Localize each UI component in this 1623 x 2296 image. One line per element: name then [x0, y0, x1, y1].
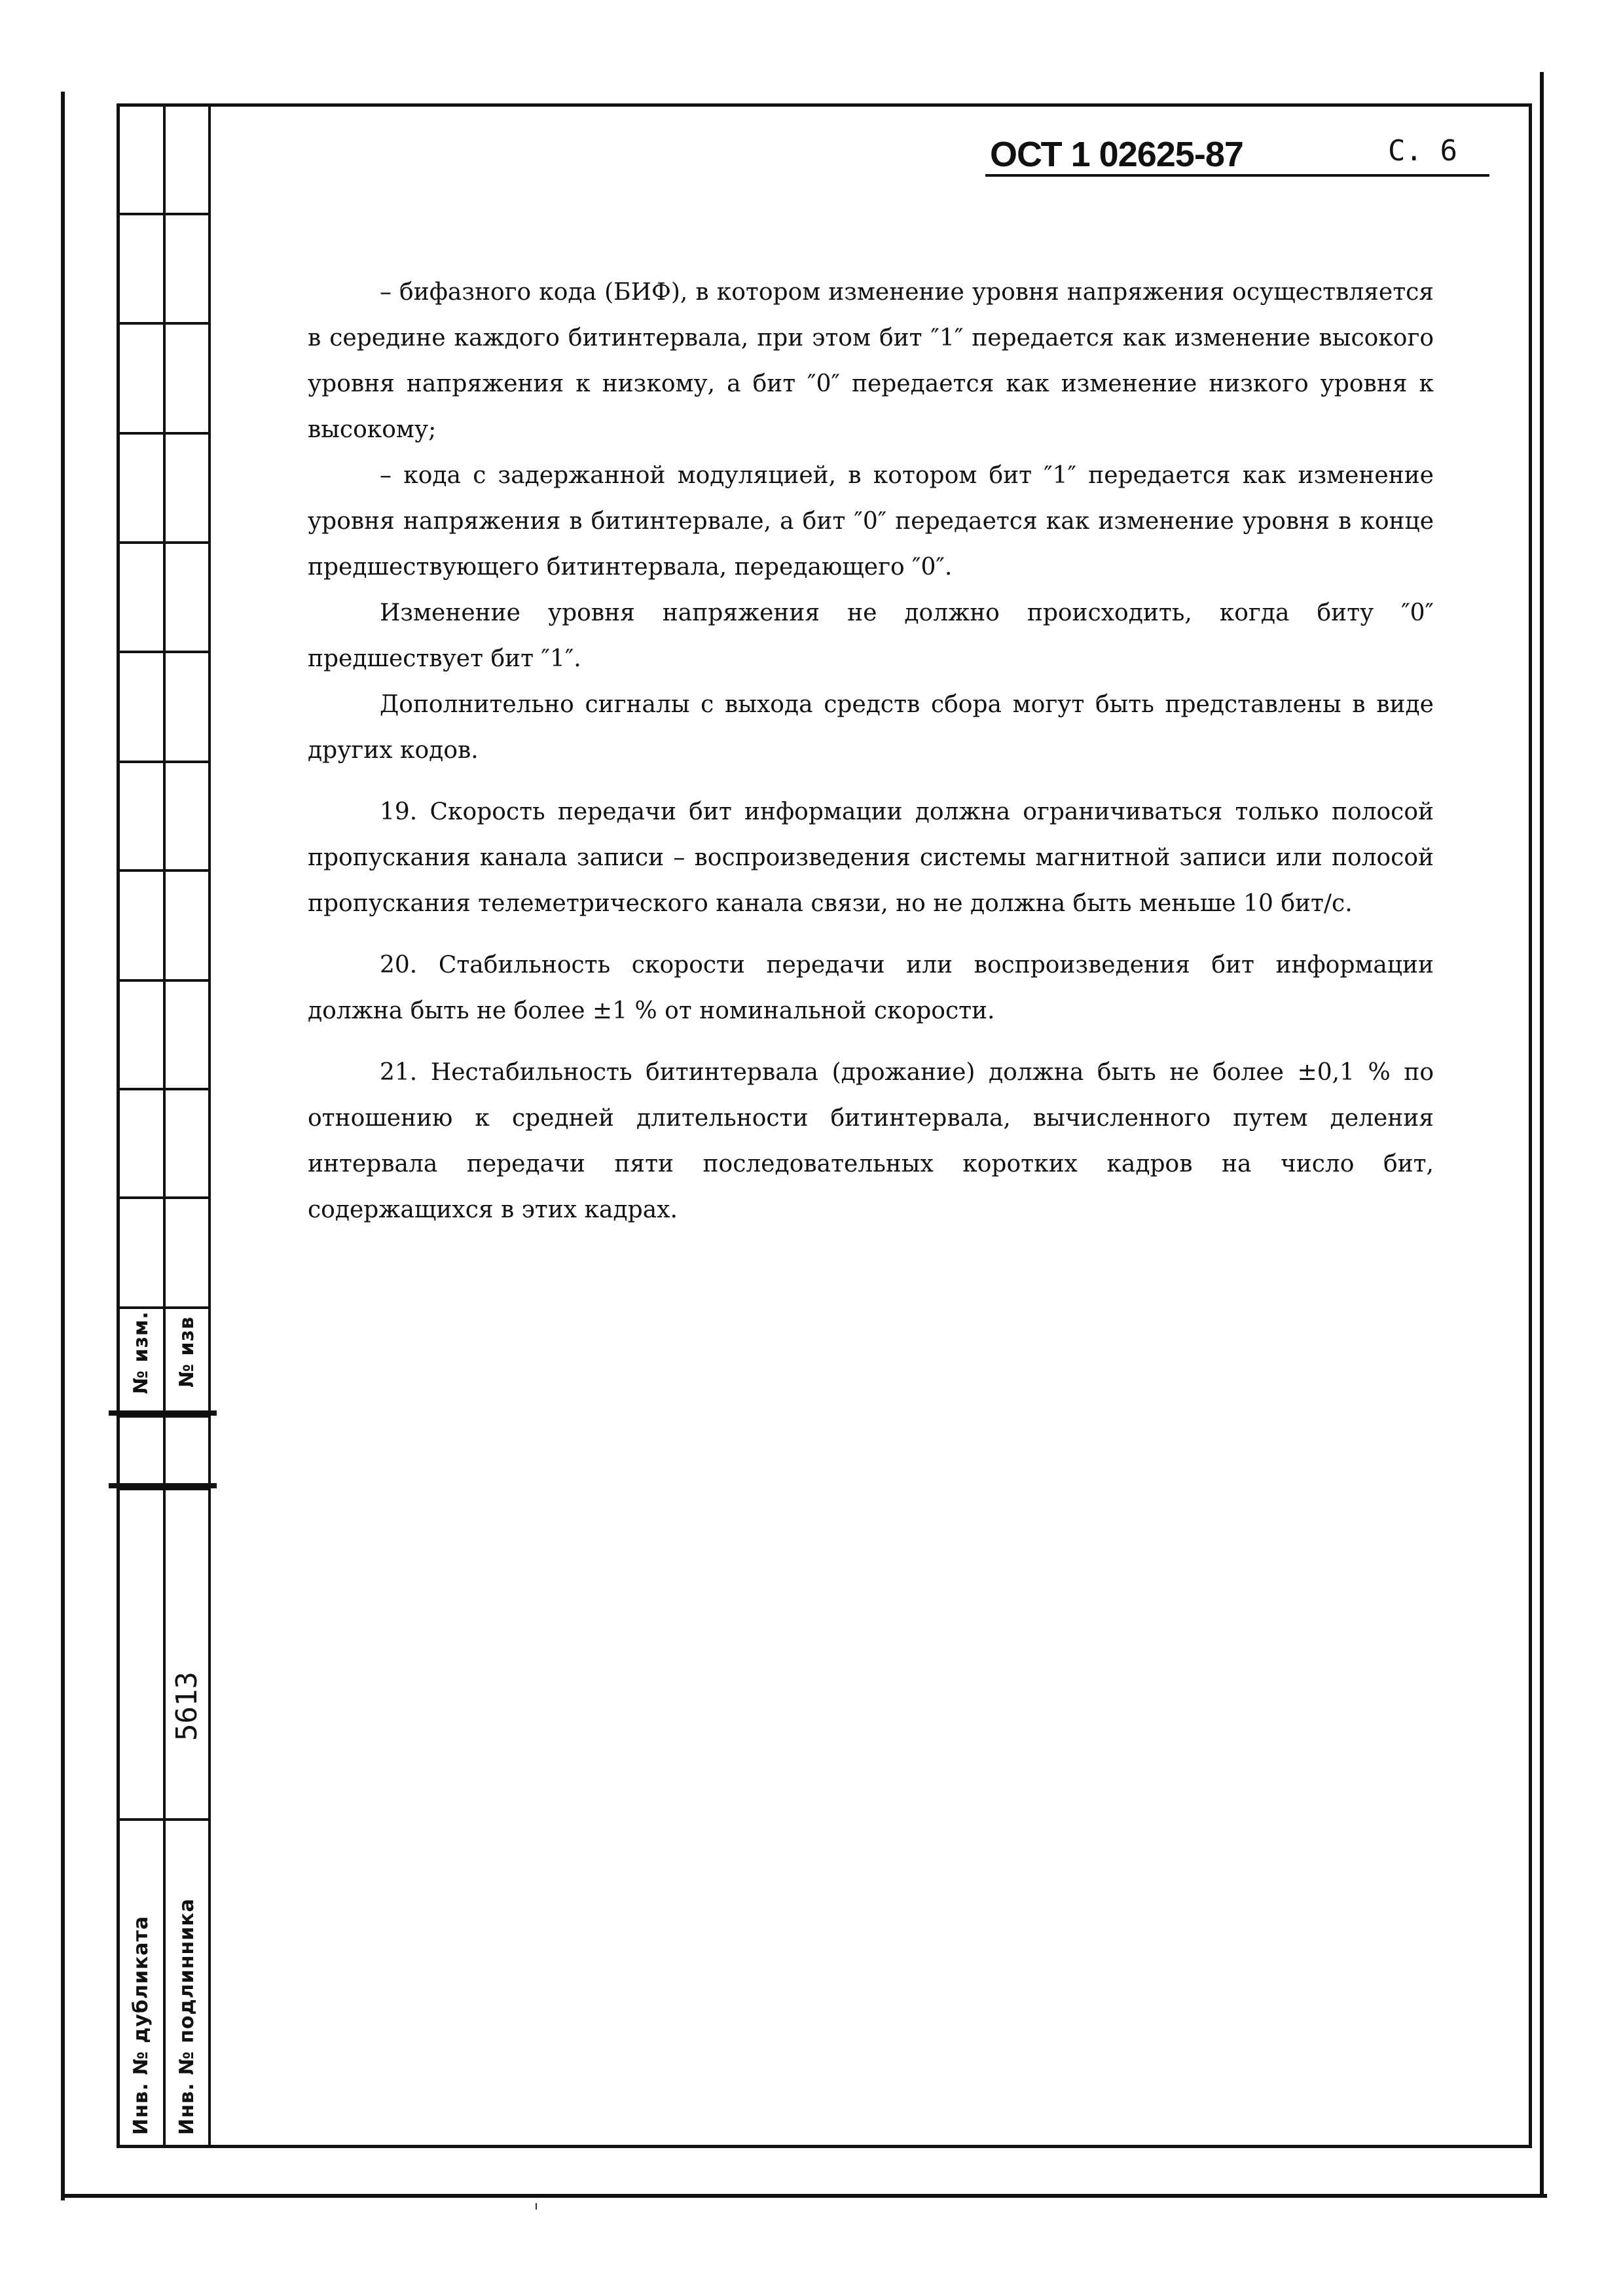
header-rule — [985, 174, 1489, 177]
stamp-thick-separator — [109, 1410, 217, 1416]
paragraph: 20. Стабильность скорости передачи или воспроизведения бит информации должна быть не более ±1 % от номинальной скорости. — [308, 952, 1434, 1024]
document-body — [308, 270, 1434, 1233]
stamp-row-line — [117, 1196, 210, 1199]
paragraph: 21. Нестабильность битинтервала (дрожание) должна быть не более ±0,1 % по отношению к средней длительности битинтервала, вычисленного путем деления интервала передачи пяти последовательных коротких кадров на число бит, содержащихся в этих кадрах. — [308, 1059, 1434, 1223]
stamp-row-line — [117, 213, 210, 215]
stamp-row-line — [117, 1088, 210, 1090]
stamp-column-divider — [208, 103, 211, 2148]
page-number: С. 6 — [1388, 134, 1457, 168]
stamp-column-divider — [163, 103, 166, 2148]
notice-number-label: № изв — [175, 1316, 198, 1388]
stamp-row-line — [117, 761, 210, 763]
paragraph: Изменение уровня напряжения не должно происходить, когда биту ″0″ предшествует бит ″1″. — [308, 600, 1434, 672]
change-number-label: № изм. — [130, 1311, 153, 1394]
duplicate-inventory-label: Инв. № дубликата — [130, 1915, 153, 2135]
paragraph: 19. Скорость передачи бит информации должна ограничиваться только полосой пропускания канала записи – воспроизведения системы магнитной записи или полосой пропускания телеметрического канала связи, но не должна быть меньше 10 бит/с. — [308, 798, 1434, 917]
stamp-row-line — [117, 432, 210, 435]
original-inventory-label: Инв. № подлинника — [175, 1898, 198, 2135]
paragraph: – кода с задержанной модуляцией, в котором бит ″1″ передается как изменение уровня напряжения в битинтервале, а бит ″0″ передается как изменение уровня в конце предшествующего битинтервала, передающего ″0″. — [308, 462, 1434, 581]
scan-mark — [536, 2203, 537, 2210]
document-code: ОСТ 1 02625-87 — [990, 135, 1243, 174]
outer-border-left — [61, 92, 65, 2200]
stamp-row-line — [117, 1306, 210, 1309]
paragraph: Дополнительно сигналы с выхода средств сбора могут быть представлены в виде других кодов. — [308, 691, 1434, 764]
stamp-row-line — [117, 869, 210, 872]
paragraph: – бифазного кода (БИФ), в котором изменение уровня напряжения осуществляется в середине каждого битинтервала, при этом бит ″1″ передается как изменение высокого уровня напряжения к низкому, а бит ″0″ передается как изменение низкого уровня к высокому; — [308, 279, 1434, 443]
original-inventory-value: 5613 — [170, 1672, 204, 1741]
stamp-thick-separator — [109, 1483, 217, 1488]
outer-border-bottom — [61, 2194, 1547, 2198]
stamp-row-line — [117, 979, 210, 982]
stamp-row-line — [117, 322, 210, 325]
stamp-row-line — [117, 1818, 210, 1821]
outer-border-right — [1540, 72, 1544, 2198]
stamp-row-line — [117, 651, 210, 653]
stamp-row-line — [117, 541, 210, 544]
